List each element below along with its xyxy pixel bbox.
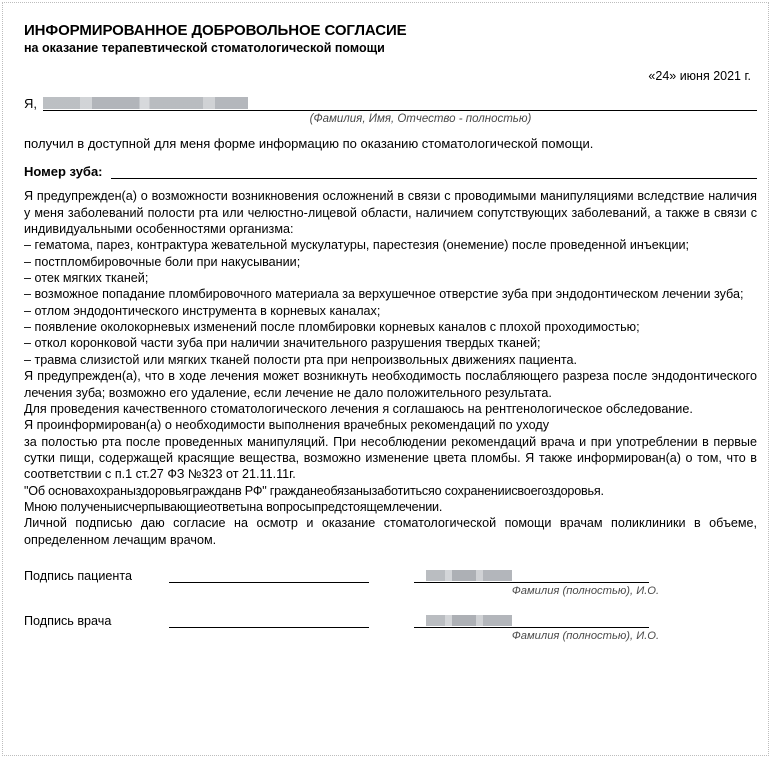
paragraph: "Об основахохраныздоровьягражданв РФ" гражданеобязанызаботитьсяо сохранениисвоегоздоровья. bbox=[24, 483, 604, 498]
list-item: – отлом эндодонтического инструмента в корневых каналах; bbox=[24, 303, 381, 318]
doctor-printed-name-field[interactable] bbox=[414, 613, 649, 628]
redacted-name-block bbox=[43, 97, 248, 109]
paragraph: Личной подписью даю согласие на осмотр и оказание стоматологической помощи врачам поликлиники в объеме, определенном лечащим врачом. bbox=[24, 516, 757, 547]
list-item: – откол коронковой части зуба при наличии значительного разрушения твердых тканей; bbox=[24, 336, 541, 351]
list-item: – гематома, парез, контрактура жевательной мускулатуры, парестезия (онемение) после проведенной инъекции; bbox=[24, 238, 690, 253]
tooth-number-input[interactable] bbox=[111, 164, 757, 179]
list-item: – появление околокорневых изменений после пломбировки корневых каналов с плохой проходимостью; bbox=[24, 320, 640, 335]
document-title: ИНФОРМИРОВАННОЕ ДОБРОВОЛЬНОЕ СОГЛАСИЕ bbox=[24, 22, 407, 39]
list-item: – возможное попадание пломбировочного материала за верхушечное отверстие зуба при эндодонтическом лечении зуба; bbox=[24, 287, 744, 302]
doctor-signature-label: Подпись врача bbox=[24, 614, 112, 629]
doctor-name-caption: Фамилия (полностью), И.О. bbox=[511, 630, 660, 643]
tooth-number-row bbox=[24, 164, 757, 179]
patient-name-caption: Фамилия (полностью), И.О. bbox=[511, 585, 660, 598]
signature-block bbox=[24, 568, 757, 642]
patient-signature-label: Подпись пациента bbox=[24, 569, 132, 584]
patient-signature-field[interactable] bbox=[169, 568, 369, 583]
patient-name-row bbox=[24, 95, 757, 111]
received-info-text: получил в доступной для меня форме информацию по оказанию стоматологической помощи. bbox=[24, 135, 594, 151]
patient-printed-name-field[interactable] bbox=[414, 568, 649, 583]
consent-body bbox=[24, 188, 757, 548]
patient-name-label: Я, bbox=[24, 95, 37, 111]
list-item: – отек мягких тканей; bbox=[24, 271, 149, 286]
document-subtitle: на оказание терапевтической стоматологической помощи bbox=[24, 41, 385, 56]
list-item: – постпломбировочные боли при накусывании; bbox=[24, 254, 301, 269]
doctor-signature-row bbox=[24, 613, 757, 628]
paragraph: Для проведения качественного стоматологического лечения я соглашаюсь на рентгенологическое обследование. bbox=[24, 401, 693, 416]
warning-intro: Я предупрежден(а) о возможности возникновения осложнений в связи с проводимыми манипуляциями вследствие наличия у меня заболеваний полости рта или челюстно-лицевой области, наличием сопутствующих заболеваний, а также в связи с индивидуальными особенностями организма: bbox=[24, 189, 757, 236]
patient-signature-row bbox=[24, 568, 757, 583]
patient-name-field[interactable] bbox=[43, 95, 248, 111]
paragraph: за полостью рта после проведенных манипуляций. При несоблюдении рекомендаций врача и при употреблении в первые сутки пищи, содержащей красящие вещества, возможно изменение цвета пломбы. Я также информирован(а) о том, что в соответствии с п.1 ст.27 ФЗ №323 от 21.11.11г. bbox=[24, 434, 757, 482]
doctor-signature-field[interactable] bbox=[169, 613, 369, 628]
tooth-number-label: Номер зуба: bbox=[24, 164, 103, 180]
redacted-doctor-name bbox=[426, 615, 512, 626]
paragraph: Мною полученыисчерпывающиеответына вопросыпредстоящемлечении. bbox=[24, 500, 443, 515]
paragraph: Я предупрежден(а), что в ходе лечения может возникнуть необходимость послабляющего разреза после эндодонтического лечения зуба; возможно его удаление, если лечение не дало положительного результата. bbox=[24, 369, 757, 400]
redacted-patient-name bbox=[426, 570, 512, 581]
list-item: – травма слизистой или мягких тканей полости рта при непроизвольных движениях пациента. bbox=[24, 352, 578, 367]
paragraph: Я проинформирован(а) о необходимости выполнения врачебных рекомендаций по уходу bbox=[24, 418, 549, 433]
fio-caption: (Фамилия, Имя, Отчество - полностью) bbox=[309, 112, 532, 125]
document-date: «24» июня 2021 г. bbox=[648, 68, 751, 83]
patient-name-line-extension[interactable] bbox=[248, 95, 757, 111]
